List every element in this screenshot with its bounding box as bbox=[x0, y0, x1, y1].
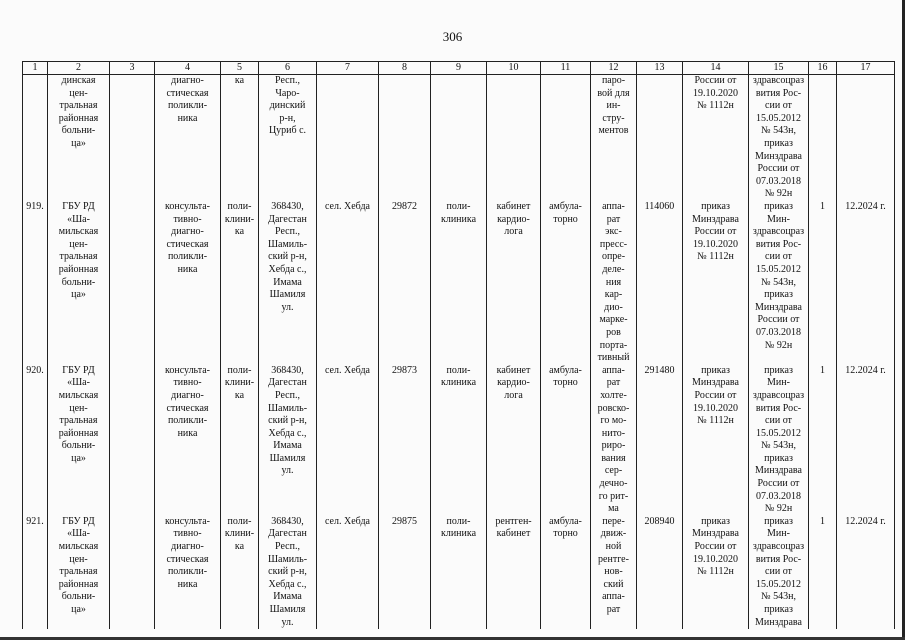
table-cell: 29872 bbox=[379, 201, 431, 365]
table-cell bbox=[110, 201, 155, 365]
table-cell: поли- клиника bbox=[431, 516, 487, 629]
table-cell: амбула- торно bbox=[541, 516, 591, 629]
row-number: 921. bbox=[23, 516, 48, 629]
table-cell bbox=[487, 75, 541, 202]
column-header: 1 bbox=[23, 62, 48, 75]
table-cell: рентген- кабинет bbox=[487, 516, 541, 629]
equipment-register-table bbox=[22, 61, 895, 629]
table-cell: приказ Минздрава России от 19.10.2020 № 1112н bbox=[683, 516, 749, 629]
table-cell: приказ Мин- здравсоцраз вития Рос- сии от 15.05.2012 № 543н, приказ Минздрава России от 07.03.2018 № 92н bbox=[749, 201, 809, 365]
table-cell bbox=[110, 365, 155, 516]
table-cell: 1 bbox=[809, 201, 837, 365]
column-header: 9 bbox=[431, 62, 487, 75]
column-header: 16 bbox=[809, 62, 837, 75]
table-cell: 29873 bbox=[379, 365, 431, 516]
table-cell: консульта- тивно- диагно- стическая поликли- ника bbox=[155, 516, 221, 629]
table-cell: консульта- тивно- диагно- стическая поликли- ника bbox=[155, 201, 221, 365]
table-cell bbox=[637, 75, 683, 202]
table-cell: 1 bbox=[809, 365, 837, 516]
row-number: 919. bbox=[23, 201, 48, 365]
table-cell bbox=[431, 75, 487, 202]
column-header: 12 bbox=[591, 62, 637, 75]
column-header: 4 bbox=[155, 62, 221, 75]
table-cell: ГБУ РД «Ша- мильская цен- тральная районная больни- ца» bbox=[48, 516, 110, 629]
table-row bbox=[23, 365, 895, 516]
column-header: 3 bbox=[110, 62, 155, 75]
table-cell: здравсоцраз вития Рос- сии от 15.05.2012 № 543н, приказ Минздрава России от 07.03.2018 № 92н bbox=[749, 75, 809, 202]
table-cell: сел. Хебда bbox=[317, 365, 379, 516]
table-cell: поли- клиника bbox=[431, 201, 487, 365]
table-cell bbox=[837, 75, 895, 202]
column-header: 6 bbox=[259, 62, 317, 75]
table-cell: поли- клиника bbox=[431, 365, 487, 516]
table-row bbox=[23, 201, 895, 365]
column-header: 17 bbox=[837, 62, 895, 75]
table-cell: 208940 bbox=[637, 516, 683, 629]
table-cell: диагно- стическая поликли- ника bbox=[155, 75, 221, 202]
column-header: 5 bbox=[221, 62, 259, 75]
column-header: 2 bbox=[48, 62, 110, 75]
table-cell: сел. Хебда bbox=[317, 516, 379, 629]
table-cell: пере- движ- ной рентге- нов- ский аппа- рат bbox=[591, 516, 637, 629]
table-row-continuation bbox=[23, 75, 895, 202]
table-cell: ГБУ РД «Ша- мильская цен- тральная районная больни- ца» bbox=[48, 365, 110, 516]
table-cell: ГБУ РД «Ша- мильская цен- тральная районная больни- ца» bbox=[48, 201, 110, 365]
table-cell: аппа- рат экс- пресс- опре- деле- ния кар- дио- марке- ров порта- тивный bbox=[591, 201, 637, 365]
table-cell: поли- клини- ка bbox=[221, 201, 259, 365]
table-cell: поли- клини- ка bbox=[221, 516, 259, 629]
column-header: 8 bbox=[379, 62, 431, 75]
table-cell: 291480 bbox=[637, 365, 683, 516]
table-cell: 29875 bbox=[379, 516, 431, 629]
column-header: 7 bbox=[317, 62, 379, 75]
column-header: 11 bbox=[541, 62, 591, 75]
table-cell bbox=[379, 75, 431, 202]
table-cell bbox=[110, 75, 155, 202]
table-cell: динская цен- тральная районная больни- ца» bbox=[48, 75, 110, 202]
table-cell: аппа- рат холте- ровско- го мо- нито- риро- вания сер- дечно- го рит- ма bbox=[591, 365, 637, 516]
table-cell: 368430, Дагестан Респ., Шамиль- ский р-н, Хебда с., Имама Шамиля ул. bbox=[259, 516, 317, 629]
table-cell: 12.2024 г. bbox=[837, 516, 895, 629]
table-cell: Респ., Чаро- динский р-н, Цуриб с. bbox=[259, 75, 317, 202]
table-cell: сел. Хебда bbox=[317, 201, 379, 365]
table-cell: приказ Минздрава России от 19.10.2020 № 1112н bbox=[683, 365, 749, 516]
table-cell: 114060 bbox=[637, 201, 683, 365]
table-cell bbox=[809, 75, 837, 202]
table-cell: консульта- тивно- диагно- стическая поликли- ника bbox=[155, 365, 221, 516]
column-number-row bbox=[23, 62, 895, 75]
table-cell: 12.2024 г. bbox=[837, 365, 895, 516]
row-number: 920. bbox=[23, 365, 48, 516]
table-cell: кабинет кардио- лога bbox=[487, 365, 541, 516]
table-cell: России от 19.10.2020 № 1112н bbox=[683, 75, 749, 202]
table-cell: 368430, Дагестан Респ., Шамиль- ский р-н, Хебда с., Имама Шамиля ул. bbox=[259, 201, 317, 365]
table-cell: 1 bbox=[809, 516, 837, 629]
table-cell bbox=[23, 75, 48, 202]
column-header: 13 bbox=[637, 62, 683, 75]
table-cell bbox=[110, 516, 155, 629]
table-cell: приказ Мин- здравсоцраз вития Рос- сии от 15.05.2012 № 543н, приказ Минздрава России от 07.03.2018 № 92н bbox=[749, 365, 809, 516]
column-header: 14 bbox=[683, 62, 749, 75]
table-cell: поли- клини- ка bbox=[221, 365, 259, 516]
table-cell bbox=[541, 75, 591, 202]
table-cell: амбула- торно bbox=[541, 365, 591, 516]
table-cell: приказ Мин- здравсоцраз вития Рос- сии от 15.05.2012 № 543н, приказ Минздрава bbox=[749, 516, 809, 629]
table-cell: 368430, Дагестан Респ., Шамиль- ский р-н, Хебда с., Имама Шамиля ул. bbox=[259, 365, 317, 516]
table-cell: паро- вой для ин- стру- ментов bbox=[591, 75, 637, 202]
table-row bbox=[23, 516, 895, 629]
table-cell: амбула- торно bbox=[541, 201, 591, 365]
column-header: 10 bbox=[487, 62, 541, 75]
table-cell: ка bbox=[221, 75, 259, 202]
column-header: 15 bbox=[749, 62, 809, 75]
table-cell: кабинет кардио- лога bbox=[487, 201, 541, 365]
table-cell: приказ Минздрава России от 19.10.2020 № 1112н bbox=[683, 201, 749, 365]
table-cell: 12.2024 г. bbox=[837, 201, 895, 365]
page-number: 306 bbox=[442, 29, 463, 44]
table-cell bbox=[317, 75, 379, 202]
